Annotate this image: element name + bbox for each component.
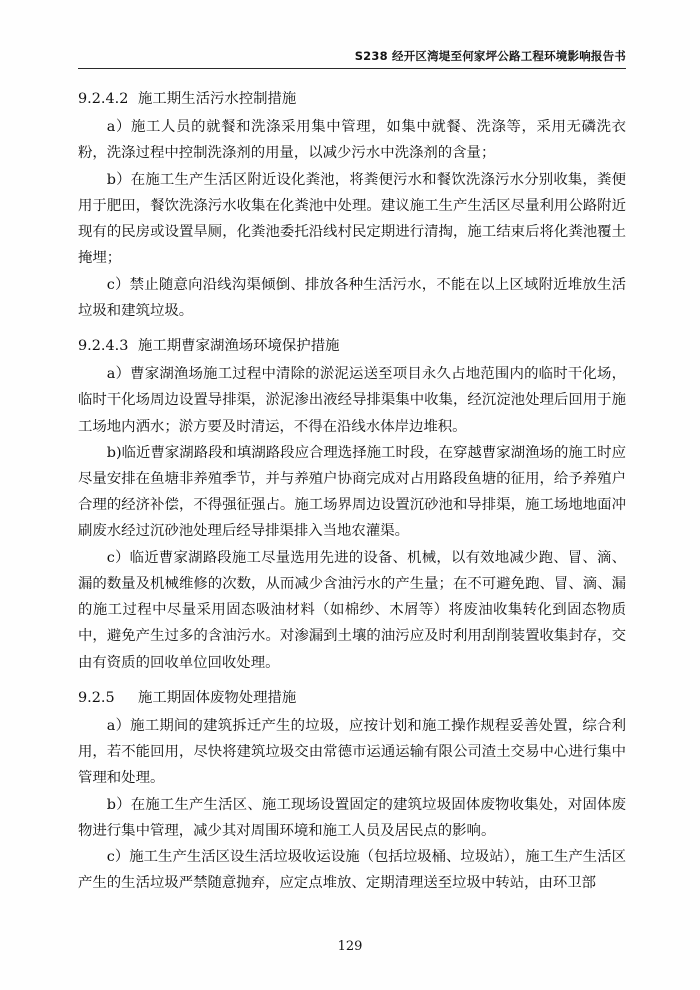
paragraph: b）在施工生产生活区、施工现场设置固定的建筑垃圾固体废物收集处，对固体废物进行集中管理，减少其对周围环境和施工人员及居民点的影响。	[78, 796, 626, 839]
paragraph: c）临近曹家湖路段施工尽量选用先进的设备、机械，以有效地减少跑、冒、滴、漏的数量及机械维修的次数，从而减少含油污水的产生量；在不可避免跑、冒、滴、漏的施工过程中尽量采用固态吸油材料（如棉纱、木屑等）将废油收集转化到固态物质中，避免产生过多的含油污水。对渗漏到土壤的油污应及时利用刮削装置收集封存，交由有资质的回收单位回收处理。	[78, 549, 626, 671]
paragraph: b）在施工生产生活区附近设化粪池，将粪便污水和餐饮洗涤污水分别收集，粪便用于肥田，餐饮洗涤污水收集在化粪池中处理。建议施工生产生活区尽量利用公路附近现有的民房或设置旱厕，化粪池委托沿线村民定期进行清掏，施工结束后将化粪池覆土掩埋；	[78, 171, 626, 267]
section-heading	[78, 87, 626, 112]
running-header: S238 经开区湾堤至何家坪公路工程环境影响报告书	[354, 49, 626, 63]
page-content	[78, 48, 626, 938]
section-number: 9.2.4.3	[78, 337, 129, 354]
paragraph: c）施工生产生活区设生活垃圾收运设施（包括垃圾桶、垃圾站），施工生产生活区产生的生活垃圾严禁随意抛弃，应定点堆放、定期清理送至垃圾中转站，由环卫部	[78, 849, 626, 892]
section-title: 施工期曹家湖渔场环境保护措施	[138, 337, 340, 354]
paragraph: a）曹家湖渔场施工过程中清除的淤泥运送至项目永久占地范围内的临时干化场，临时干化场周边设置导排渠，淤泥渗出液经导排渠集中收集，经沉淀池处理后回用于施工场地内洒水；淤方要及时清运，不得在沿线水体岸边堆积。	[78, 366, 626, 435]
document-body	[78, 87, 626, 897]
paragraph: a）施工期间的建筑拆迁产生的垃圾，应按计划和施工操作规程妥善处置，综合利用，若不能回用，尽快将建筑垃圾交由常德市运通运输有限公司渣土交易中心进行集中管理和处理。	[78, 717, 626, 787]
section-heading	[78, 686, 626, 711]
section-title: 施工期固体废物处理措施	[138, 689, 297, 706]
header-divider	[78, 68, 626, 69]
paragraph: c）禁止随意向沿线沟渠倾倒、排放各种生活污水，不能在以上区域附近堆放生活垃圾和建筑垃圾。	[78, 276, 626, 319]
section-heading	[78, 334, 626, 359]
section-number: 9.2.5	[78, 689, 115, 706]
section-title: 施工期生活污水控制措施	[138, 91, 297, 107]
section-number: 9.2.4.2	[78, 91, 129, 107]
page-number: 129	[337, 939, 363, 954]
paragraph: b)临近曹家湖路段和填湖路段应合理选择施工时段，在穿越曹家湖渔场的施工时应尽量安排在鱼塘非养殖季节，并与养殖户协商完成对占用路段鱼塘的征用，给予养殖户合理的经济补偿，不得强征强占。施工场界周边设置沉砂池和导排渠，施工场地地面冲刷废水经过沉砂池处理后经导排渠排入当地农灌渠。	[78, 444, 626, 540]
paragraph: a）施工人员的就餐和洗涤采用集中管理，如集中就餐、洗涤等，采用无磷洗衣粉，洗涤过程中控制洗涤剂的用量，以减少污水中洗涤剂的含量；	[78, 119, 626, 162]
